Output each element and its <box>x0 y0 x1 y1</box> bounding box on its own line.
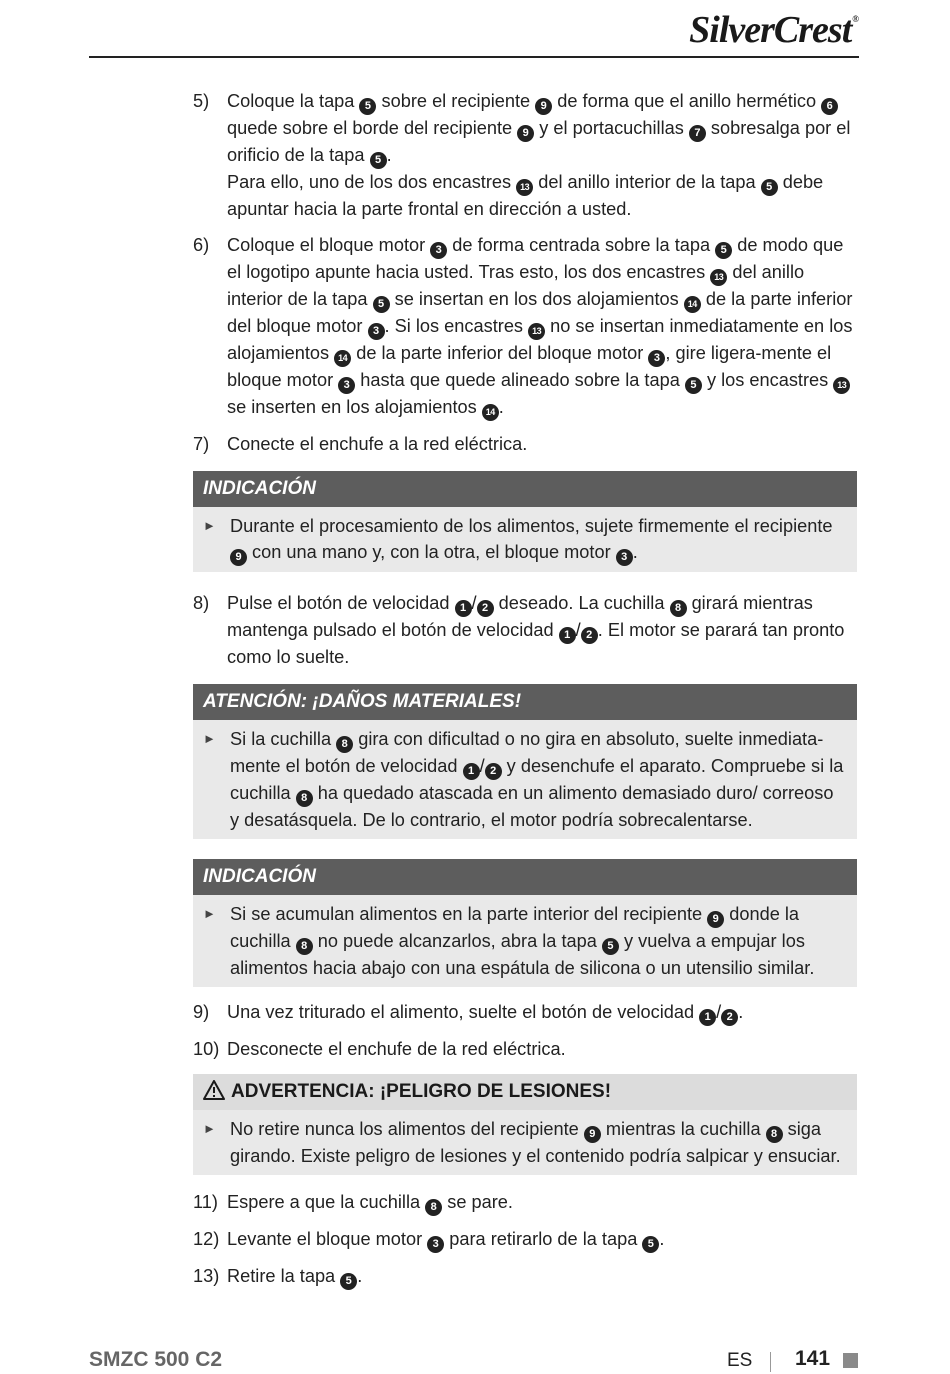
note-box-1 <box>193 471 857 572</box>
note-title-2: INDICACIÓN <box>193 859 857 895</box>
warning-box <box>193 1074 857 1175</box>
bullet-arrow-icon: ► <box>203 906 216 921</box>
step-number: 13) <box>193 1266 220 1286</box>
step-number: 12) <box>193 1229 220 1249</box>
step-number: 11) <box>193 1192 218 1212</box>
steps-group-c <box>193 1189 859 1290</box>
footer-square-icon <box>843 1353 858 1368</box>
warning-text: No retire nunca los alimentos del recipiente 9 mientras la cuchilla 8 siga girando. Existe peligro de lesiones y el contenido podría salpicar y ensuciar. <box>230 1119 841 1166</box>
footer-language: ES <box>727 1350 753 1371</box>
step-item <box>193 1189 859 1216</box>
note-title-1: INDICACIÓN <box>193 471 857 507</box>
step-text: Desconecte el enchufe de la red eléctrica. <box>227 1039 566 1059</box>
step-item <box>193 1263 859 1290</box>
warning-title: ADVERTENCIA: ¡PELIGRO DE LESIONES! <box>231 1081 612 1102</box>
brand-logo: SilverCrest® <box>689 9 858 51</box>
step-item <box>193 1226 859 1253</box>
footer-separator <box>770 1352 771 1372</box>
step-text: Una vez triturado el alimento, suelte el botón de velocidad 1 / 2 . <box>227 999 859 1026</box>
footer-model: SMZC 500 C2 <box>89 1348 223 1371</box>
bullet-arrow-icon: ► <box>203 1121 216 1136</box>
step-text: Retire la tapa 5 . <box>227 1263 859 1290</box>
step-item <box>193 1036 859 1062</box>
step-item <box>193 88 859 222</box>
steps-group-a <box>193 88 859 457</box>
step-number: 8) <box>193 593 210 613</box>
step-number: 9) <box>193 1002 210 1022</box>
step-text: Conecte el enchufe a la red eléctrica. <box>227 434 528 454</box>
page-number: 141 <box>795 1347 831 1370</box>
bullet-arrow-icon: ► <box>203 518 216 533</box>
step-text: Pulse el botón de velocidad 1 / 2 deseado. La cuchilla 8 girará mientras mantenga pulsado el botón de velocidad 1 / 2 . El motor se parará tan pronto como lo suelte. <box>227 593 845 667</box>
step-number: 10) <box>193 1039 220 1059</box>
step-8 <box>193 590 859 670</box>
instructions <box>193 88 859 1300</box>
step-number: 5) <box>193 91 210 111</box>
step-text: Coloque el bloque motor 3 de forma centrada sobre la tapa 5 de modo que el logotipo apunte hacia usted. Tras esto, los dos encastres 13 del anillo interior de la tapa 5 se insertan en los dos alojamientos 14 de la parte inferior del bloque motor 3 . Si los encastres 13 no se insertan inmediatamente en los alojamientos 14 de la parte inferior del bloque motor 3 , gire ligera-mente el bloque motor 3 hasta que quede alineado sobre la tapa 5 y los encastres 13 se inserten en los alojamientos 14 . <box>227 232 859 421</box>
note-text-1: Durante el procesamiento de los alimentos, sujete firmemente el recipiente 9 con una mano y, con la otra, el bloque motor 3 . <box>230 513 847 566</box>
steps-group-b <box>193 999 859 1062</box>
step-text: Levante el bloque motor 3 para retirarlo de la tapa 5 . <box>227 1226 859 1253</box>
step-item <box>193 232 859 421</box>
step-item <box>193 999 859 1026</box>
caution-text: Si la cuchilla 8 gira con dificultad o no gira en absoluto, suelte inmediata-mente el botón de velocidad 1 / 2 y desenchufe el aparato. Compruebe si la cuchilla 8 ha quedado atascada en un alimento demasiado duro/ correoso y desatásquela. De lo contrario, el motor podría sobrecalentarse. <box>230 729 844 830</box>
bullet-arrow-icon: ► <box>203 731 216 746</box>
step-number: 6) <box>193 235 210 255</box>
header-rule <box>89 56 859 58</box>
note-text-2: Si se acumulan alimentos en la parte interior del recipiente 9 donde la cuchilla 8 no puede alcanzarlos, abra la tapa 5 y vuelva a empujar los alimentos hacia abajo con una espátula de silicona o un utensilio similar. <box>230 904 815 978</box>
step-text: Coloque la tapa 5 sobre el recipiente 9 de forma que el anillo hermético 6 quede sobre el borde del recipiente 9 y el portacuchillas 7 sobresalga por el orificio de la tapa 5 . Para ello, uno de los dos encastres 13 del anillo interior de la tapa 5 debe apuntar hacia la parte frontal en dirección a usted. <box>227 91 851 219</box>
warning-header <box>193 1074 857 1110</box>
note-box-2 <box>193 859 857 987</box>
caution-box <box>193 684 857 839</box>
step-number: 7) <box>193 434 210 454</box>
step-text: Espere a que la cuchilla 8 se pare. <box>227 1189 859 1216</box>
warning-triangle-icon <box>203 1080 225 1100</box>
step-item <box>193 431 859 457</box>
caution-title: ATENCIÓN: ¡DAÑOS MATERIALES! <box>193 684 857 720</box>
